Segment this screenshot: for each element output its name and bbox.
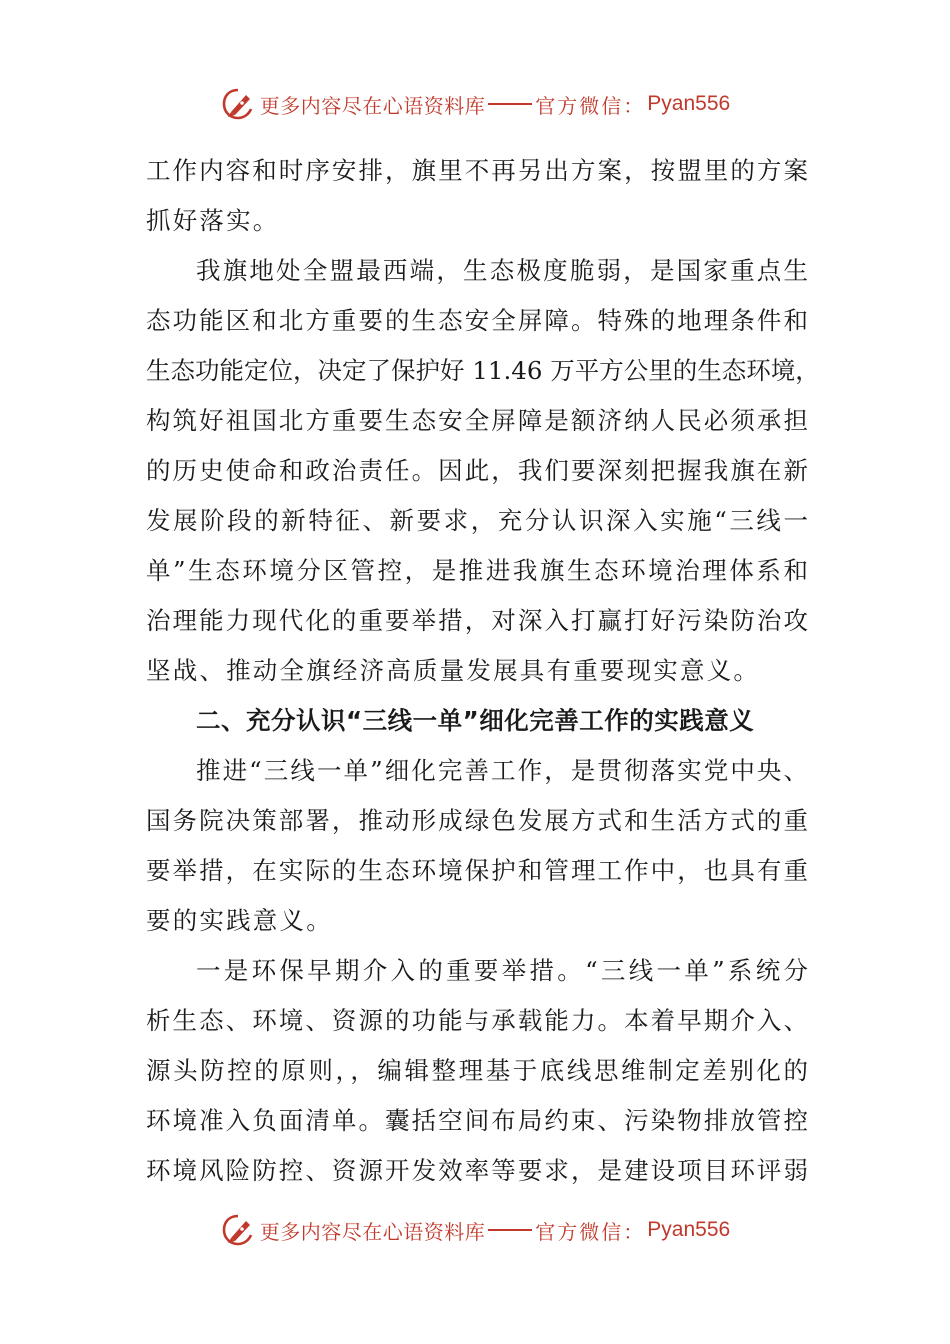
- paragraph-first-line: 我旗地处全盟最西端，生态极度脆弱，是国家重点生: [196, 256, 808, 285]
- body-line: 工作内容和时序安排，旗里不再另出方案，按盟里的方案: [146, 156, 808, 185]
- body-line: 析生态、环境、资源的功能与承载能力。本着早期介入、: [146, 1006, 808, 1035]
- body-line: 国务院决策部署，推动形成绿色发展方式和生活方式的重: [146, 806, 808, 835]
- body-line: 的历史使命和政治责任。因此，我们要深刻把握我旗在新: [146, 456, 808, 485]
- body-line: 治理能力现代化的重要举措，对深入打赢打好污染防治攻: [146, 606, 808, 635]
- watermark-wechat-id: Pyan556: [647, 92, 731, 115]
- body-line: 源头防控的原则，，编辑整理基于底线思维制定差别化的: [146, 1056, 808, 1085]
- body-line: 坚战、推动全旗经济高质量发展具有重要现实意义。: [146, 656, 761, 685]
- body-line: 态功能区和北方重要的生态安全屏障。特殊的地理条件和: [146, 306, 808, 335]
- watermark-text: 更多内容尽在心语资料库: [259, 1219, 486, 1244]
- watermark-text: 更多内容尽在心语资料库: [259, 93, 486, 118]
- watermark-wechat-label: 官方微信：: [535, 1219, 646, 1244]
- watermark-dash: [488, 103, 532, 105]
- watermark-dash: [488, 1229, 532, 1231]
- footer-watermark-banner: [0, 1210, 950, 1250]
- body-line: 构筑好祖国北方重要生态安全屏障是额济纳人民必须承担: [146, 406, 808, 435]
- body-line: 单”生态环境分区管控，是推进我旗生态环境治理体系和: [146, 556, 808, 585]
- document-body: [146, 146, 820, 1196]
- body-line: 环境风险防控、资源开发效率等要求，是建设项目环评弱: [146, 1156, 808, 1185]
- body-line: 发展阶段的新特征、新要求，充分认识深入实施“三线一: [146, 506, 808, 535]
- watermark-wechat-id: Pyan556: [647, 1218, 731, 1241]
- body-line: 抓好落实。: [146, 206, 280, 235]
- body-line: 要举措，在实际的生态环境保护和管理工作中，也具有重: [146, 856, 808, 885]
- paragraph-first-line: 一是环保早期介入的重要举措。“三线一单”系统分: [196, 956, 808, 985]
- pen-nib-logo-icon: [220, 86, 256, 122]
- paragraph-first-line: 推进“三线一单”细化完善工作，是贯彻落实党中央、: [196, 756, 808, 785]
- body-line: 环境准入负面清单。囊括空间布局约束、污染物排放管控: [146, 1106, 808, 1135]
- body-line: 生态功能定位，决定了保护好 11.46 万平方公里的生态环境，: [146, 356, 820, 385]
- section-heading: 二、充分认识“三线一单”细化完善工作的实践意义: [196, 706, 755, 735]
- watermark-wechat-label: 官方微信：: [535, 93, 646, 118]
- header-watermark-banner: [0, 84, 950, 124]
- pen-nib-logo-icon: [220, 1212, 256, 1248]
- body-line: 要的实践意义。: [146, 906, 333, 935]
